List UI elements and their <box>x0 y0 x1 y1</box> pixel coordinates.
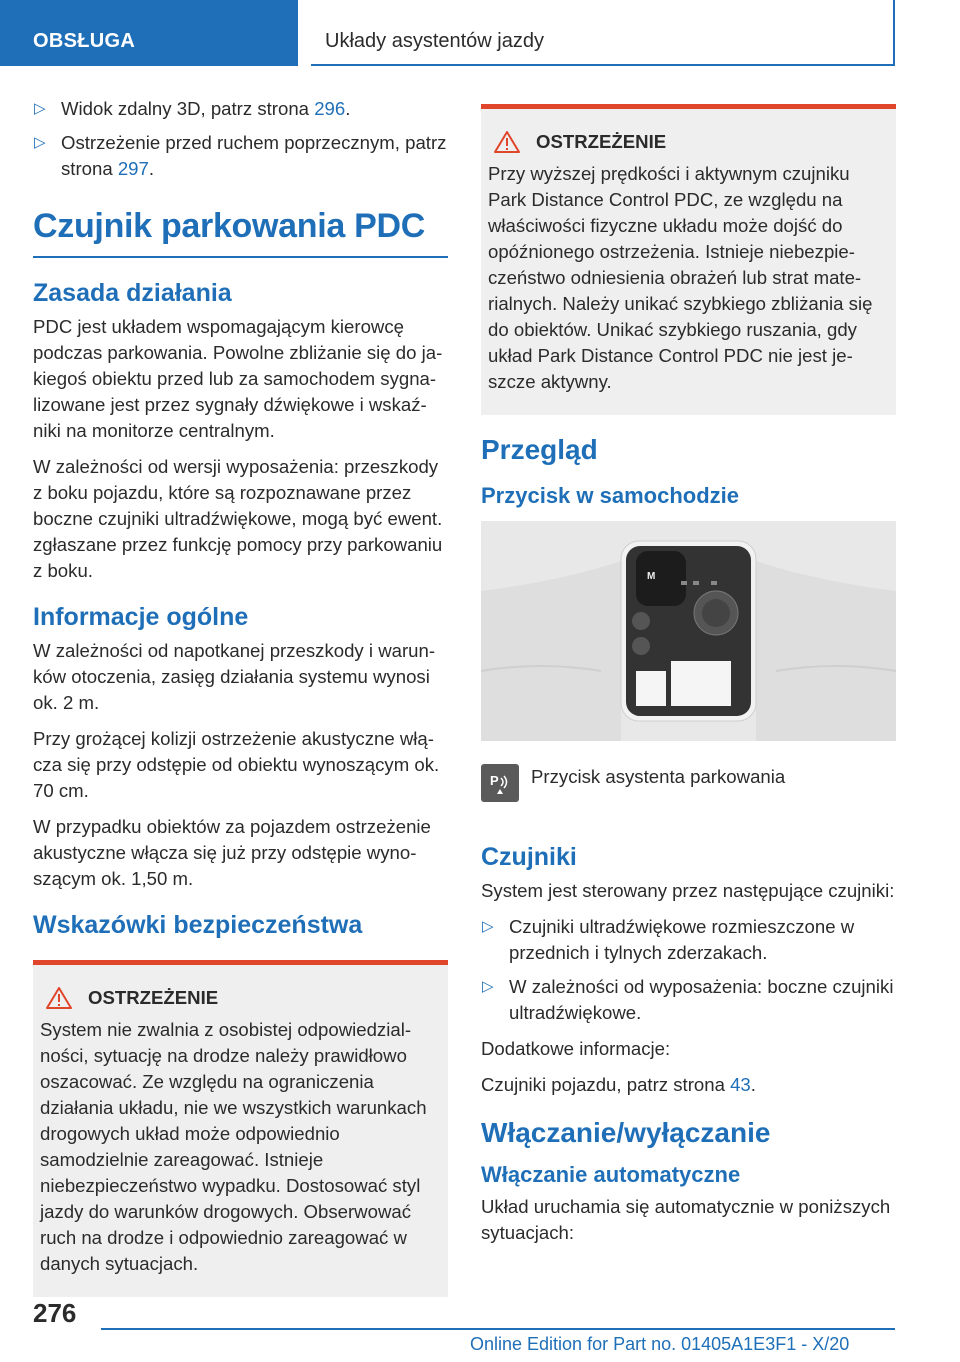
triangle-bullet-icon: ▷ <box>34 100 46 117</box>
warning-triangle-icon <box>46 987 72 1009</box>
page-number: 276 <box>33 1298 77 1328</box>
warning-box <box>33 960 448 1297</box>
chapter-title: Układy asystentów jazdy <box>311 0 895 66</box>
see-also-list <box>33 96 448 182</box>
footer-divider <box>101 1328 895 1330</box>
svg-text:M: M <box>647 571 656 582</box>
paragraph: Dodatkowe informacje: <box>481 1038 671 1059</box>
heading-sensors: Czujniki <box>481 843 577 871</box>
center-console-photo <box>481 521 896 741</box>
list-item: ▷ Czujniki ultradźwiękowe rozmieszczone w przednich i tylnych zderzakach. <box>482 916 855 963</box>
sensor-list <box>481 914 896 1026</box>
list-item-text: Widok zdalny 3D, patrz strona <box>61 98 315 119</box>
heading-auto: Włączanie automatyczne <box>481 1162 741 1187</box>
list-item: ▷ Widok zdalny 3D, patrz strona 296. <box>33 96 448 122</box>
warning-title: OSTRZEŻENIE <box>40 987 430 1009</box>
warning-title: OSTRZEŻENIE <box>488 131 878 153</box>
warning-text: System nie zwalnia z osobistej odpowiedzialności, sytuację na drodze należy prawidłowo oszacować. Ze względu na ograniczenia działania układu, nie we wszystkich warunkach drogowych układ może odpowiednio samodzielnie zareagować. Istnieje niebezpieczeństwo wypadku. Dostosować styl jazdy do warunków drogowych. Obserwować ruch na drodze i odpowiednio zareagować w danych sytuacjach. <box>40 1019 427 1274</box>
parking-assist-icon <box>481 764 519 802</box>
triangle-bullet-icon: ▷ <box>482 978 494 995</box>
list-item: ▷ W zależności od wyposażenia: boczne czujniki ultradźwiękowe. <box>482 976 894 1023</box>
left-column <box>33 96 448 1297</box>
page-link[interactable]: 296 <box>314 98 346 119</box>
triangle-bullet-icon: ▷ <box>34 134 46 151</box>
list-item: ▷ Ostrzeżenie przed ruchem poprzecznym, patrz strona 297. <box>34 132 447 179</box>
section-tab: OBSŁUGA <box>0 0 298 66</box>
heading-principle: Zasada działania <box>33 279 232 307</box>
page-header <box>0 0 960 66</box>
paragraph: PDC jest układem wspomagającym kierowcę podczas parkowania. Powolne zbliżanie się do jakiegoś obiektu przed lub za samochodem sygnalizowane jest przez sygnały dźwiękowe i wskaźniki na monitorze centralnym. <box>33 316 443 441</box>
page-link[interactable]: 297 <box>117 158 149 179</box>
heading-general: Informacje ogólne <box>33 603 249 631</box>
paragraph: Czujniki pojazdu, patrz strona 43. <box>481 1074 756 1095</box>
heading-onoff: Włączanie/wyłączanie <box>481 1117 771 1148</box>
heading-safety: Wskazówki bezpieczeństwa <box>33 911 363 939</box>
heading-overview: Przegląd <box>481 434 598 465</box>
paragraph: W zależności od napotkanej przeszkody i warunków otoczenia, zasięg działania systemu wynosi ok. 2 m. <box>33 640 436 713</box>
warning-triangle-icon <box>494 131 520 153</box>
edition-note: Online Edition for Part no. 01405A1E3F1 - X/20 <box>470 1334 850 1354</box>
triangle-bullet-icon: ▷ <box>482 918 494 935</box>
heading-button: Przycisk w samochodzie <box>481 483 739 508</box>
paragraph: System jest sterowany przez następujące czujniki: <box>481 880 895 901</box>
paragraph: W zależności od wersji wyposażenia: przeszkody z boku pojazdu, które są rozpoznawane przez boczne czujniki ultradźwiękowe, mogą być ewent. zgłaszane przez funkcję pomocy przy parkowaniu z boku. <box>33 456 443 581</box>
paragraph: Układ uruchamia się automatycznie w poniższych sytuacjach: <box>481 1196 891 1243</box>
warning-text: Przy wyższej prędkości i aktywnym czujniku Park Distance Control PDC, ze względu na właściwości fizyczne układu może dojść do opóźnionego ostrzeżenia. Istnieje niebezpieczeństwo odniesienia obrażeń lub strat materialnych. Należy unikać szybkiego zbliżania się do obiektów. Unikać szybkiego ruszania, gdy układ Park Distance Control PDC nie jest jeszcze aktywny. <box>488 163 873 392</box>
caption-text: Przycisk asystenta parkowania <box>531 766 786 787</box>
paragraph: W przypadku obiektów za pojazdem ostrzeżenie akustyczne włącza się już przy odstępie wynoszącym ok. 1,50 m. <box>33 816 431 889</box>
page-title: Czujnik parkowania PDC <box>33 206 448 258</box>
figure-caption <box>481 764 896 802</box>
paragraph: Przy grożącej kolizji ostrzeżenie akustyczne włącza się przy odstępie od obiektu wynoszącym ok. 70 cm. <box>33 728 440 801</box>
warning-box <box>481 104 896 415</box>
list-item-text: Ostrzeżenie przed ruchem poprzecznym, patrz strona <box>61 132 447 179</box>
svg-text:P: P <box>490 773 499 788</box>
right-column <box>481 104 896 1256</box>
page-link[interactable]: 43 <box>730 1074 751 1095</box>
